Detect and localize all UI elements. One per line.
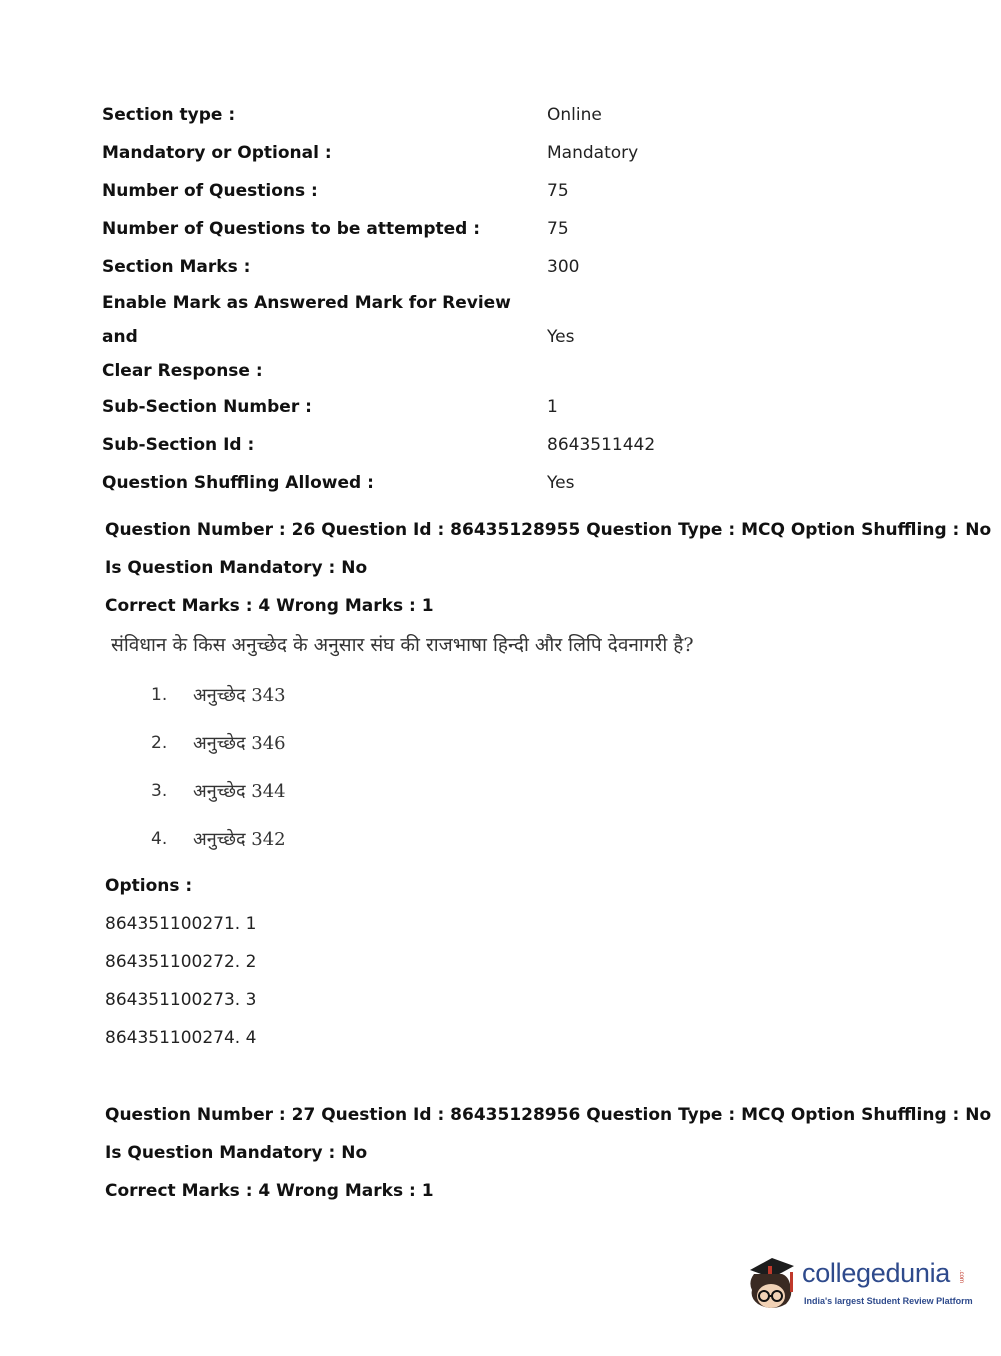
choice-number: 1.: [151, 685, 168, 705]
info-value: 300: [547, 257, 580, 277]
question-text: संविधान के किस अनुच्छेद के अनुसार संघ की राजभाषा हिन्दी और लिपि देवनागरी है?: [111, 634, 694, 656]
info-row-enable-mark: [102, 286, 722, 388]
info-label: Number of Questions :: [102, 181, 318, 201]
info-row-num-questions: [102, 172, 722, 210]
question-header: Question Number : 27 Question Id : 86435128956 Question Type : MCQ Option Shuffling : No: [105, 1105, 992, 1125]
info-label: Sub-Section Id :: [102, 435, 255, 455]
info-label: Section type :: [102, 105, 236, 125]
info-value: 75: [547, 181, 569, 201]
info-row-mandatory: [102, 134, 722, 172]
info-label: Number of Questions to be attempted :: [102, 219, 481, 239]
option-id: 864351100273. 3: [105, 990, 257, 1010]
logo-tagline: India's largest Student Review Platform: [804, 1296, 973, 1306]
mascot-icon: [742, 1252, 802, 1316]
info-row-subsection-number: [102, 388, 722, 426]
question-mandatory: Is Question Mandatory : No: [105, 558, 368, 578]
info-value: 75: [547, 219, 569, 239]
question-mandatory: Is Question Mandatory : No: [105, 1143, 368, 1163]
section-info-table: [102, 96, 722, 502]
info-row-shuffling: [102, 464, 722, 502]
logo-name: collegedunia: [802, 1258, 951, 1288]
question-marks: Correct Marks : 4 Wrong Marks : 1: [105, 1181, 434, 1201]
logo-suffix: .com: [958, 1270, 964, 1284]
info-row-subsection-id: [102, 426, 722, 464]
info-value: 1: [547, 397, 558, 417]
choice-text: अनुच्छेद 346: [193, 733, 286, 754]
info-value: Mandatory: [547, 143, 639, 163]
question-header: Question Number : 26 Question Id : 86435128955 Question Type : MCQ Option Shuffling : No: [105, 520, 992, 540]
choice-number: 3.: [151, 781, 168, 801]
question-marks: Correct Marks : 4 Wrong Marks : 1: [105, 596, 434, 616]
choice-number: 2.: [151, 733, 168, 753]
option-id: 864351100271. 1: [105, 914, 257, 934]
choice-item: [151, 815, 925, 863]
choice-item: [151, 719, 925, 767]
info-row-num-attempted: [102, 210, 722, 248]
info-value: 8643511442: [547, 435, 656, 455]
collegedunia-logo: [742, 1252, 972, 1316]
info-row-section-marks: [102, 248, 722, 286]
info-row-section-type: [102, 96, 722, 134]
question-27-block: [105, 1096, 992, 1210]
choice-text: अनुच्छेद 344: [193, 781, 286, 802]
info-label-line2: Clear Response :: [102, 361, 263, 381]
choice-list: [151, 671, 925, 863]
info-label-line1: Enable Mark as Answered Mark for Review and: [102, 293, 511, 347]
info-value: Online: [547, 105, 602, 125]
info-value: Yes: [547, 327, 575, 347]
choice-number: 4.: [151, 829, 168, 849]
info-label: Section Marks :: [102, 257, 251, 277]
info-label: [102, 286, 547, 388]
choice-item: [151, 671, 925, 719]
info-label: Question Shuffling Allowed :: [102, 473, 374, 493]
option-id: 864351100272. 2: [105, 952, 257, 972]
question-26-block: [105, 511, 992, 1057]
choice-text: अनुच्छेद 343: [193, 685, 286, 706]
info-value: Yes: [547, 473, 575, 493]
info-label: Sub-Section Number :: [102, 397, 312, 417]
options-label: Options :: [105, 876, 193, 896]
choice-item: [151, 767, 925, 815]
option-id: 864351100274. 4: [105, 1028, 257, 1048]
info-label: Mandatory or Optional :: [102, 143, 332, 163]
choice-text: अनुच्छेद 342: [193, 829, 286, 850]
